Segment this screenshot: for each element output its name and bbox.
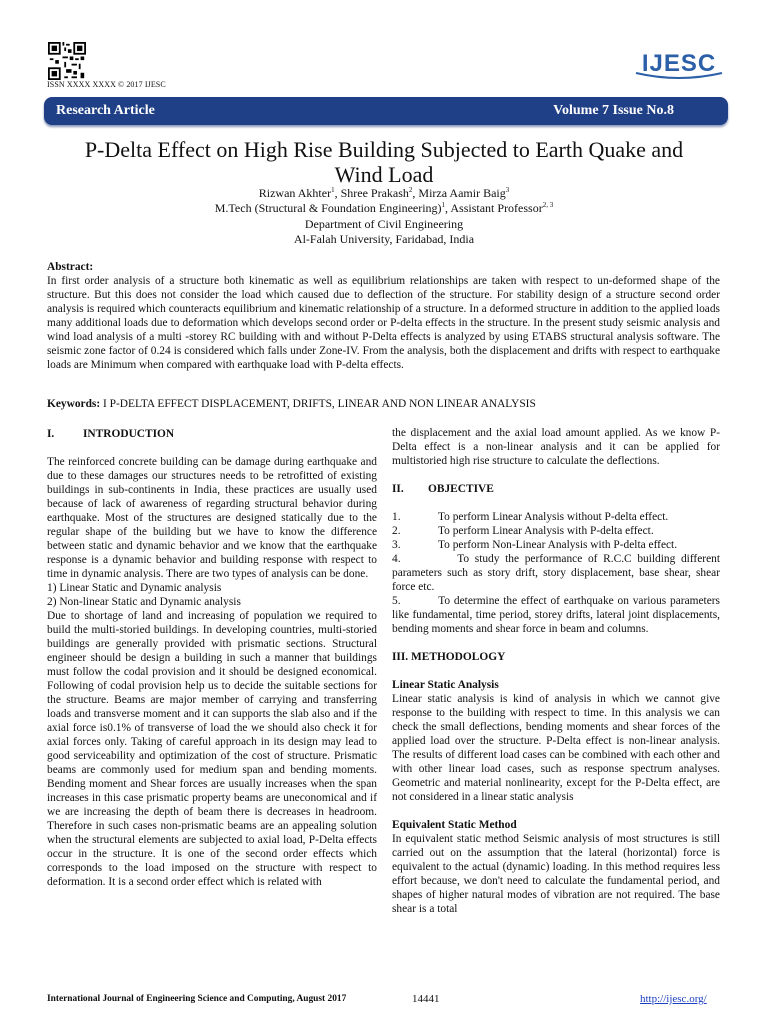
analysis-type-1: 1) Linear Static and Dynamic analysis [47, 582, 222, 594]
left-column [47, 427, 377, 889]
university: Al-Falah University, Faridabad, India [293, 231, 475, 246]
intro-paragraph-1: The reinforced concrete building can be damage during earthquake and due to these damages our structures needs to be retrofitted of existing buildings in sub-continents in India, these practices are usually used because of lack of awareness of regarding structural behavior during earthquake. Most of the structures are designed statically due to the regular shape of the building but we have to know the difference between static and dynamic behavior and we know that the earthquake response is a dynamic behavior and building response with respect to time in dynamic analysis. There are two types of analysis can be done. [47, 456, 377, 580]
paper-title: P-Delta Effect on High Rise Building Subjected to Earth Quake and Wind Load [84, 137, 684, 187]
analysis-type-2: 2) Non-linear Static and Dynamic analysis [47, 596, 241, 608]
objective-item: 3. To perform Non-Linear Analysis with P-delta effect. [392, 539, 678, 551]
author-roles: M.Tech (Structural & Foundation Engineering)$^1$, Assistant Professor$^{2, 3}$ [214, 201, 554, 216]
article-banner [44, 97, 728, 125]
linear-static-text: Linear static analysis is kind of analysis in which we cannot give response to the building with respect to time. In this analysis we can check the small deflections, bending moments and shear forces of the applied load over the structure. P-Delta effect is non-linear analysis. The results of different load cases can be combined with each other and with other linear load cases, such as response spectrum analyses. Geometric and material nonlinearity, except for the P-Delta effect, are not considered in a linear static analysis [392, 693, 720, 803]
keywords-label: Keywords: [47, 398, 101, 410]
objective-item: 1. To perform Linear Analysis without P-delta effect. [392, 511, 669, 523]
linear-static-heading: Linear Static Analysis [392, 679, 499, 691]
author-names: Rizwan Akhter$^1$, Shree Prakash$^2$, Mirza Aamir Baig$^3$ [258, 186, 510, 200]
intro-paragraph-2: Due to shortage of land and increasing of population we required to build the multi-storied buildings. In developing countries, multi-storied buildings are generally provided with prismatic sections. Structural engineer should be design a building in such a manner that buildings must follow the codal provision and it should be designed economical. Following of codal provision help us to decide the suitable sections for the structure. Beams are major member of carrying and transferring loads and transverse moment and it can supports the slab also and if the axial force is0.1% of transverse of load the we should also check it for axial forces only. Taking of careful approach in its design may lead to good serviceability and optimization of the cost of structure. Prismatic beams are commonly used for medium span and bending moments. Bending moment and Shear forces are usually increases when the span increases in this case prismatic property beams are uneconomical and if we are increasing the depth of beam there is decreases in headroom. Therefore in such cases non-prismatic beams are an appealing solution when the structural elements are subjected to axial load, P-Delta effects occur in the structure. It is one of the second order effects which corresponds to the load imposed on the structure with respect to deformation. It is a second order effect which is related with [47, 610, 377, 888]
journal-link[interactable]: http://ijesc.org/ [640, 993, 707, 1005]
article-type: Research Article [56, 103, 155, 118]
page-number: 14441 [412, 993, 440, 1005]
author-block [40, 186, 728, 247]
objective-heading: II. OBJECTIVE [392, 483, 494, 495]
right-column [392, 426, 723, 916]
intro-paragraph-3: the displacement and the axial load amount applied. As we know P-Delta effect is a non-linear analysis and it can be applied for multistoried high rise structure to calculate the deflections. [392, 427, 720, 467]
objective-item-5: 5. To determine the effect of earthquake on various parameters like fundamental, time period, storey drifts, lateral joint displacements, bending moments and shear force in beam and columns. [392, 595, 723, 635]
keywords-text: I P-DELTA EFFECT DISPLACEMENT, DRIFTS, LINEAR AND NON LINEAR ANALYSIS [100, 398, 536, 410]
svg-text:IJESC: IJESC [641, 50, 717, 77]
equivalent-static-heading: Equivalent Static Method [392, 819, 517, 831]
abstract-heading: Abstract: [47, 261, 94, 273]
keywords [47, 398, 720, 410]
issn-line: ISSN XXXX XXXX © 2017 IJESC [47, 80, 166, 89]
methodology-heading: III. METHODOLOGY [392, 651, 506, 663]
department: Department of Civil Engineering [304, 216, 464, 231]
volume-issue: Volume 7 Issue No.8 [553, 103, 674, 118]
abstract-text: In first order analysis of a structure both kinematic as well as equilibrium relationships are taken with respect to un-deformed shape of the structure. But this does not consider the load which caused due to deflection of the structure. For stability design of a structure second order analysis is required which counteracts equilibrium and kinematic relationship of a structure. In a deformed structure in addition to the applied loads many additional loads due to deformation which develops second order or P-delta effects in the structure. In the present study seismic analysis and wind load analysis of a multi -storey RC building with and without P-Delta effects is analyzed by using ETABS structural analysis software. The seismic zone factor of 0.24 is considered which falls under Zone-IV. From the analysis, both the displacement and drifts with respect to earthquake loads are Minimum when compared with earthquake load with P-delta effects. [47, 275, 720, 371]
abstract [47, 260, 720, 372]
objective-item-4: 4. To study the performance of R.C.C building different parameters such as story drift, story displacement, base shear, shear force etc. [392, 553, 723, 593]
ijesc-logo [630, 47, 728, 83]
objective-item: 2. To perform Linear Analysis with P-delta effect. [392, 525, 654, 537]
qr-code-icon [47, 42, 87, 80]
footer-journal: International Journal of Engineering Science and Computing, August 2017 [47, 994, 347, 1004]
intro-heading: I. INTRODUCTION [47, 428, 175, 440]
equivalent-static-text: In equivalent static method Seismic analysis of most structures is still carried out on the assumption that the lateral (horizontal) force is equivalent to the actual (dynamic) loading. In this method requires less effort because, we don't need to calculate the fundamental period, and shapes of higher natural modes of vibration are not required. The base shear is a total [392, 833, 720, 915]
